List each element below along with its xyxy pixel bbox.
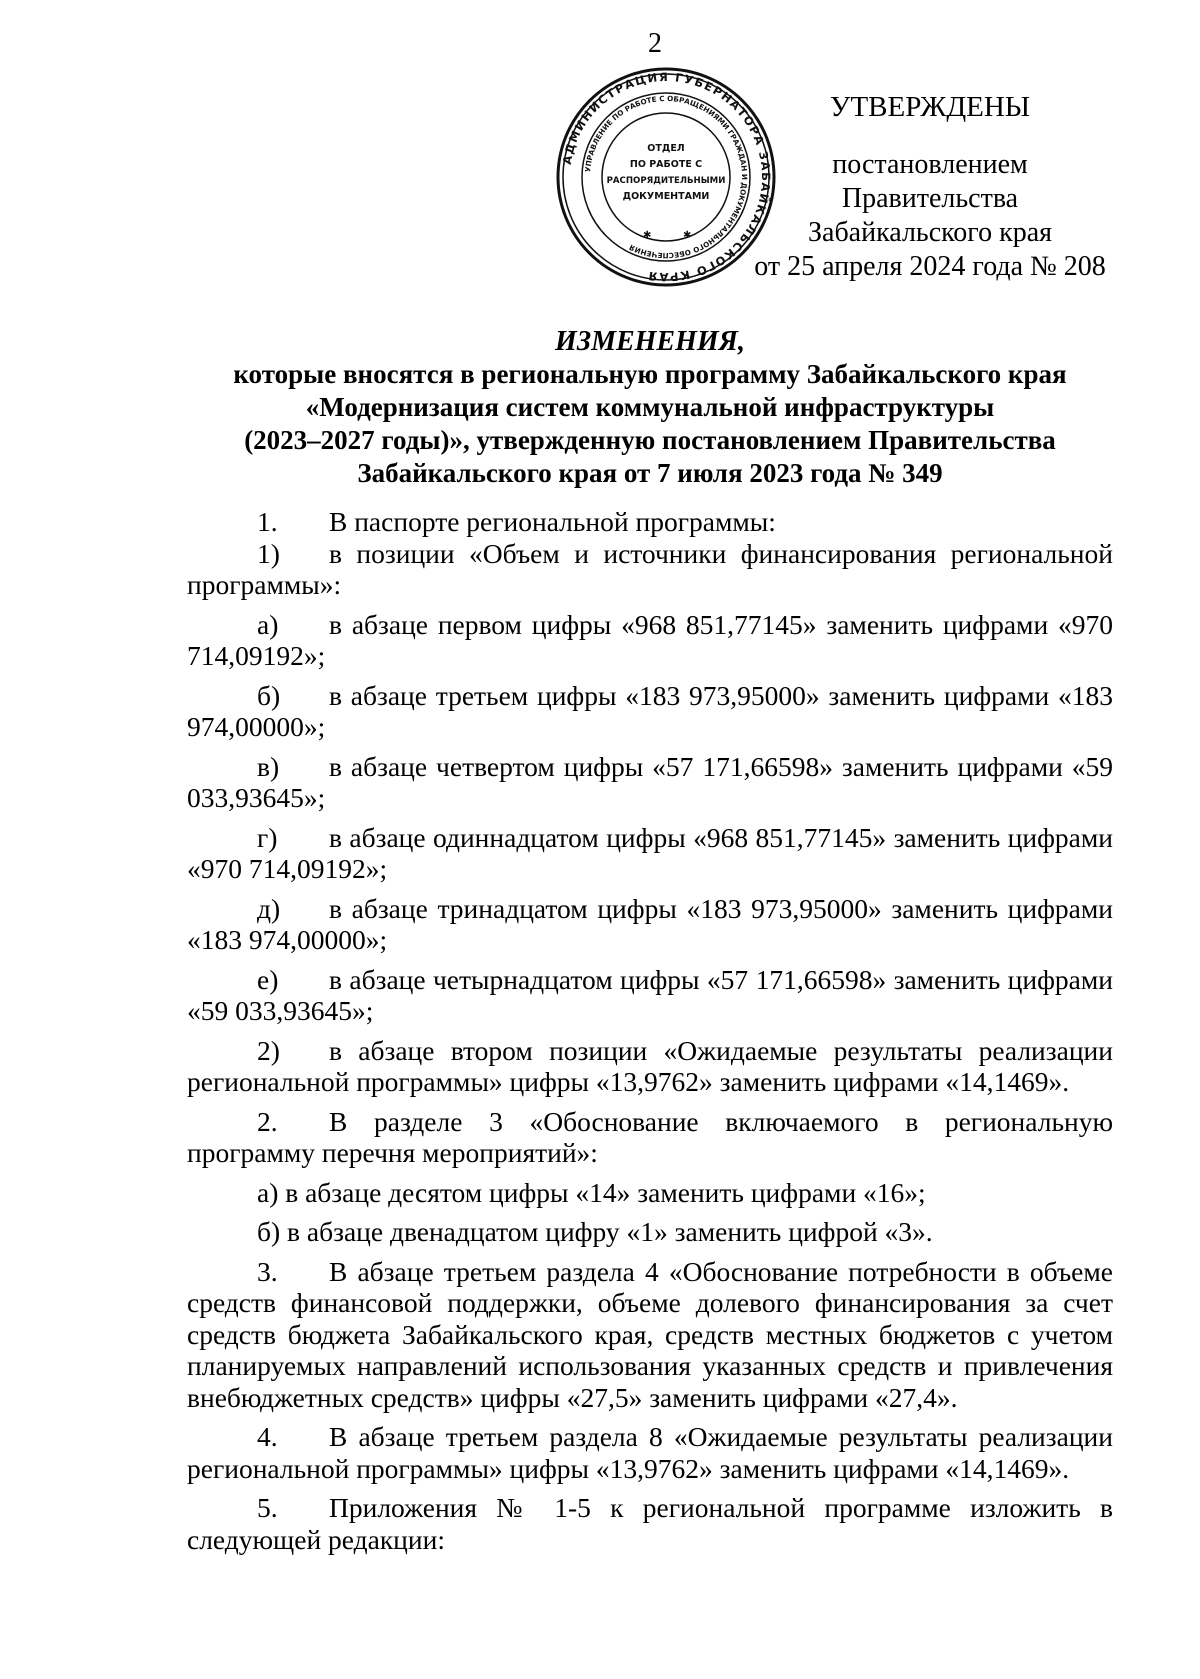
document-body: [187, 506, 1113, 1555]
svg-text:✱: ✱: [643, 230, 652, 241]
title-line-1: которые вносятся в региональную программу Забайкальского края: [233, 359, 1067, 389]
paragraph: б) в абзаце третьем цифры «183 973,95000» заменить цифрами «183 974,00000»;: [187, 679, 1113, 742]
page-number: 2: [648, 28, 662, 59]
stamp-outer-text: АДМИНИСТРАЦИЯ ГУБЕРНАТОРА ЗАБАЙКАЛЬСКОГО КРАЯ: [559, 69, 774, 285]
paragraph: 2) в абзаце втором позиции «Ожидаемые результаты реализации региональной программы» цифры «13,9762» заменить цифрами «14,1469».: [187, 1034, 1113, 1097]
paragraph: д) в абзаце тринадцатом цифры «183 973,95000» заменить цифрами «183 974,00000»;: [187, 892, 1113, 955]
approval-line-2: Забайкальского края: [807, 217, 1052, 248]
approval-block: [745, 90, 1115, 284]
approval-line-3: от 25 апреля 2024 года № 208: [754, 251, 1106, 282]
paragraph: г) в абзаце одиннадцатом цифры «968 851,77145» заменить цифрами «970 714,09192»;: [187, 821, 1113, 884]
stamp-center-line-3: РАСПОРЯДИТЕЛЬНЫМИ: [606, 176, 726, 186]
paragraph: а) в абзаце первом цифры «968 851,77145» заменить цифрами «970 714,09192»;: [187, 608, 1113, 671]
paragraph: 4. В абзаце третьем раздела 8 «Ожидаемые результаты реализации региональной программы» цифры «13,9762» заменить цифрами «14,1469».: [187, 1421, 1113, 1484]
title-main: ИЗМЕНЕНИЯ,: [555, 326, 745, 357]
paragraph: 5. Приложения № 1-5 к региональной программе изложить в следующей редакции:: [187, 1492, 1113, 1555]
paragraph: 2. В разделе 3 «Обоснование включаемого в региональную программу перечня мероприятий»:: [187, 1105, 1113, 1168]
title-line-2: «Модернизация систем коммунальной инфраструктуры: [305, 392, 995, 422]
paragraph: а) в абзаце десятом цифры «14» заменить цифрами «16»;: [257, 1176, 926, 1208]
stamp-stars-icon: [643, 230, 691, 241]
title-line-3: (2023–2027 годы)», утвержденную постановлением Правительства: [244, 425, 1056, 455]
paragraph: е) в абзаце четырнадцатом цифры «57 171,66598» заменить цифрами «59 033,93645»;: [187, 963, 1113, 1026]
approved-heading: УТВЕРЖДЕНЫ: [829, 91, 1031, 123]
svg-text:✱: ✱: [683, 230, 692, 241]
approval-line-1: постановлением Правительства: [832, 149, 1028, 214]
paragraph: б) в абзаце двенадцатом цифру «1» заменить цифрой «3».: [257, 1216, 933, 1247]
stamp-center-line-1: ОТДЕЛ: [647, 143, 685, 154]
paragraph: 1) в позиции «Объем и источники финансирования региональной программы»:: [187, 537, 1113, 600]
paragraph: 1. В паспорте региональной программы:: [257, 506, 776, 537]
paragraph: 3. В абзаце третьем раздела 4 «Обоснование потребности в объеме средств финансовой поддержки, объеме долевого финансирования за счет средств бюджета Забайкальского края, средств местных бюджетов с учетом планируемых направлений использования указанных средств и привлечения внебюджетных средств» цифры «27,5» заменить цифрами «27,4».: [187, 1255, 1113, 1413]
stamp-center-line-2: ПО РАБОТЕ С: [629, 159, 703, 170]
paragraph: в) в абзаце четвертом цифры «57 171,66598» заменить цифрами «59 033,93645»;: [187, 750, 1113, 813]
document-title: [185, 325, 1115, 490]
title-line-4: Забайкальского края от 7 июля 2023 года № 349: [357, 458, 943, 488]
official-seal-stamp: [555, 66, 777, 288]
stamp-inner-ring-text: УПРАВЛЕНИЕ ПО РАБОТЕ С ОБРАЩЕНИЯМИ ГРАЖДАН И ДОКУМЕНТАЛЬНОГО ОБЕСПЕЧЕНИЯ: [583, 93, 750, 261]
stamp-center-line-4: ДОКУМЕНТАМИ: [622, 191, 710, 202]
